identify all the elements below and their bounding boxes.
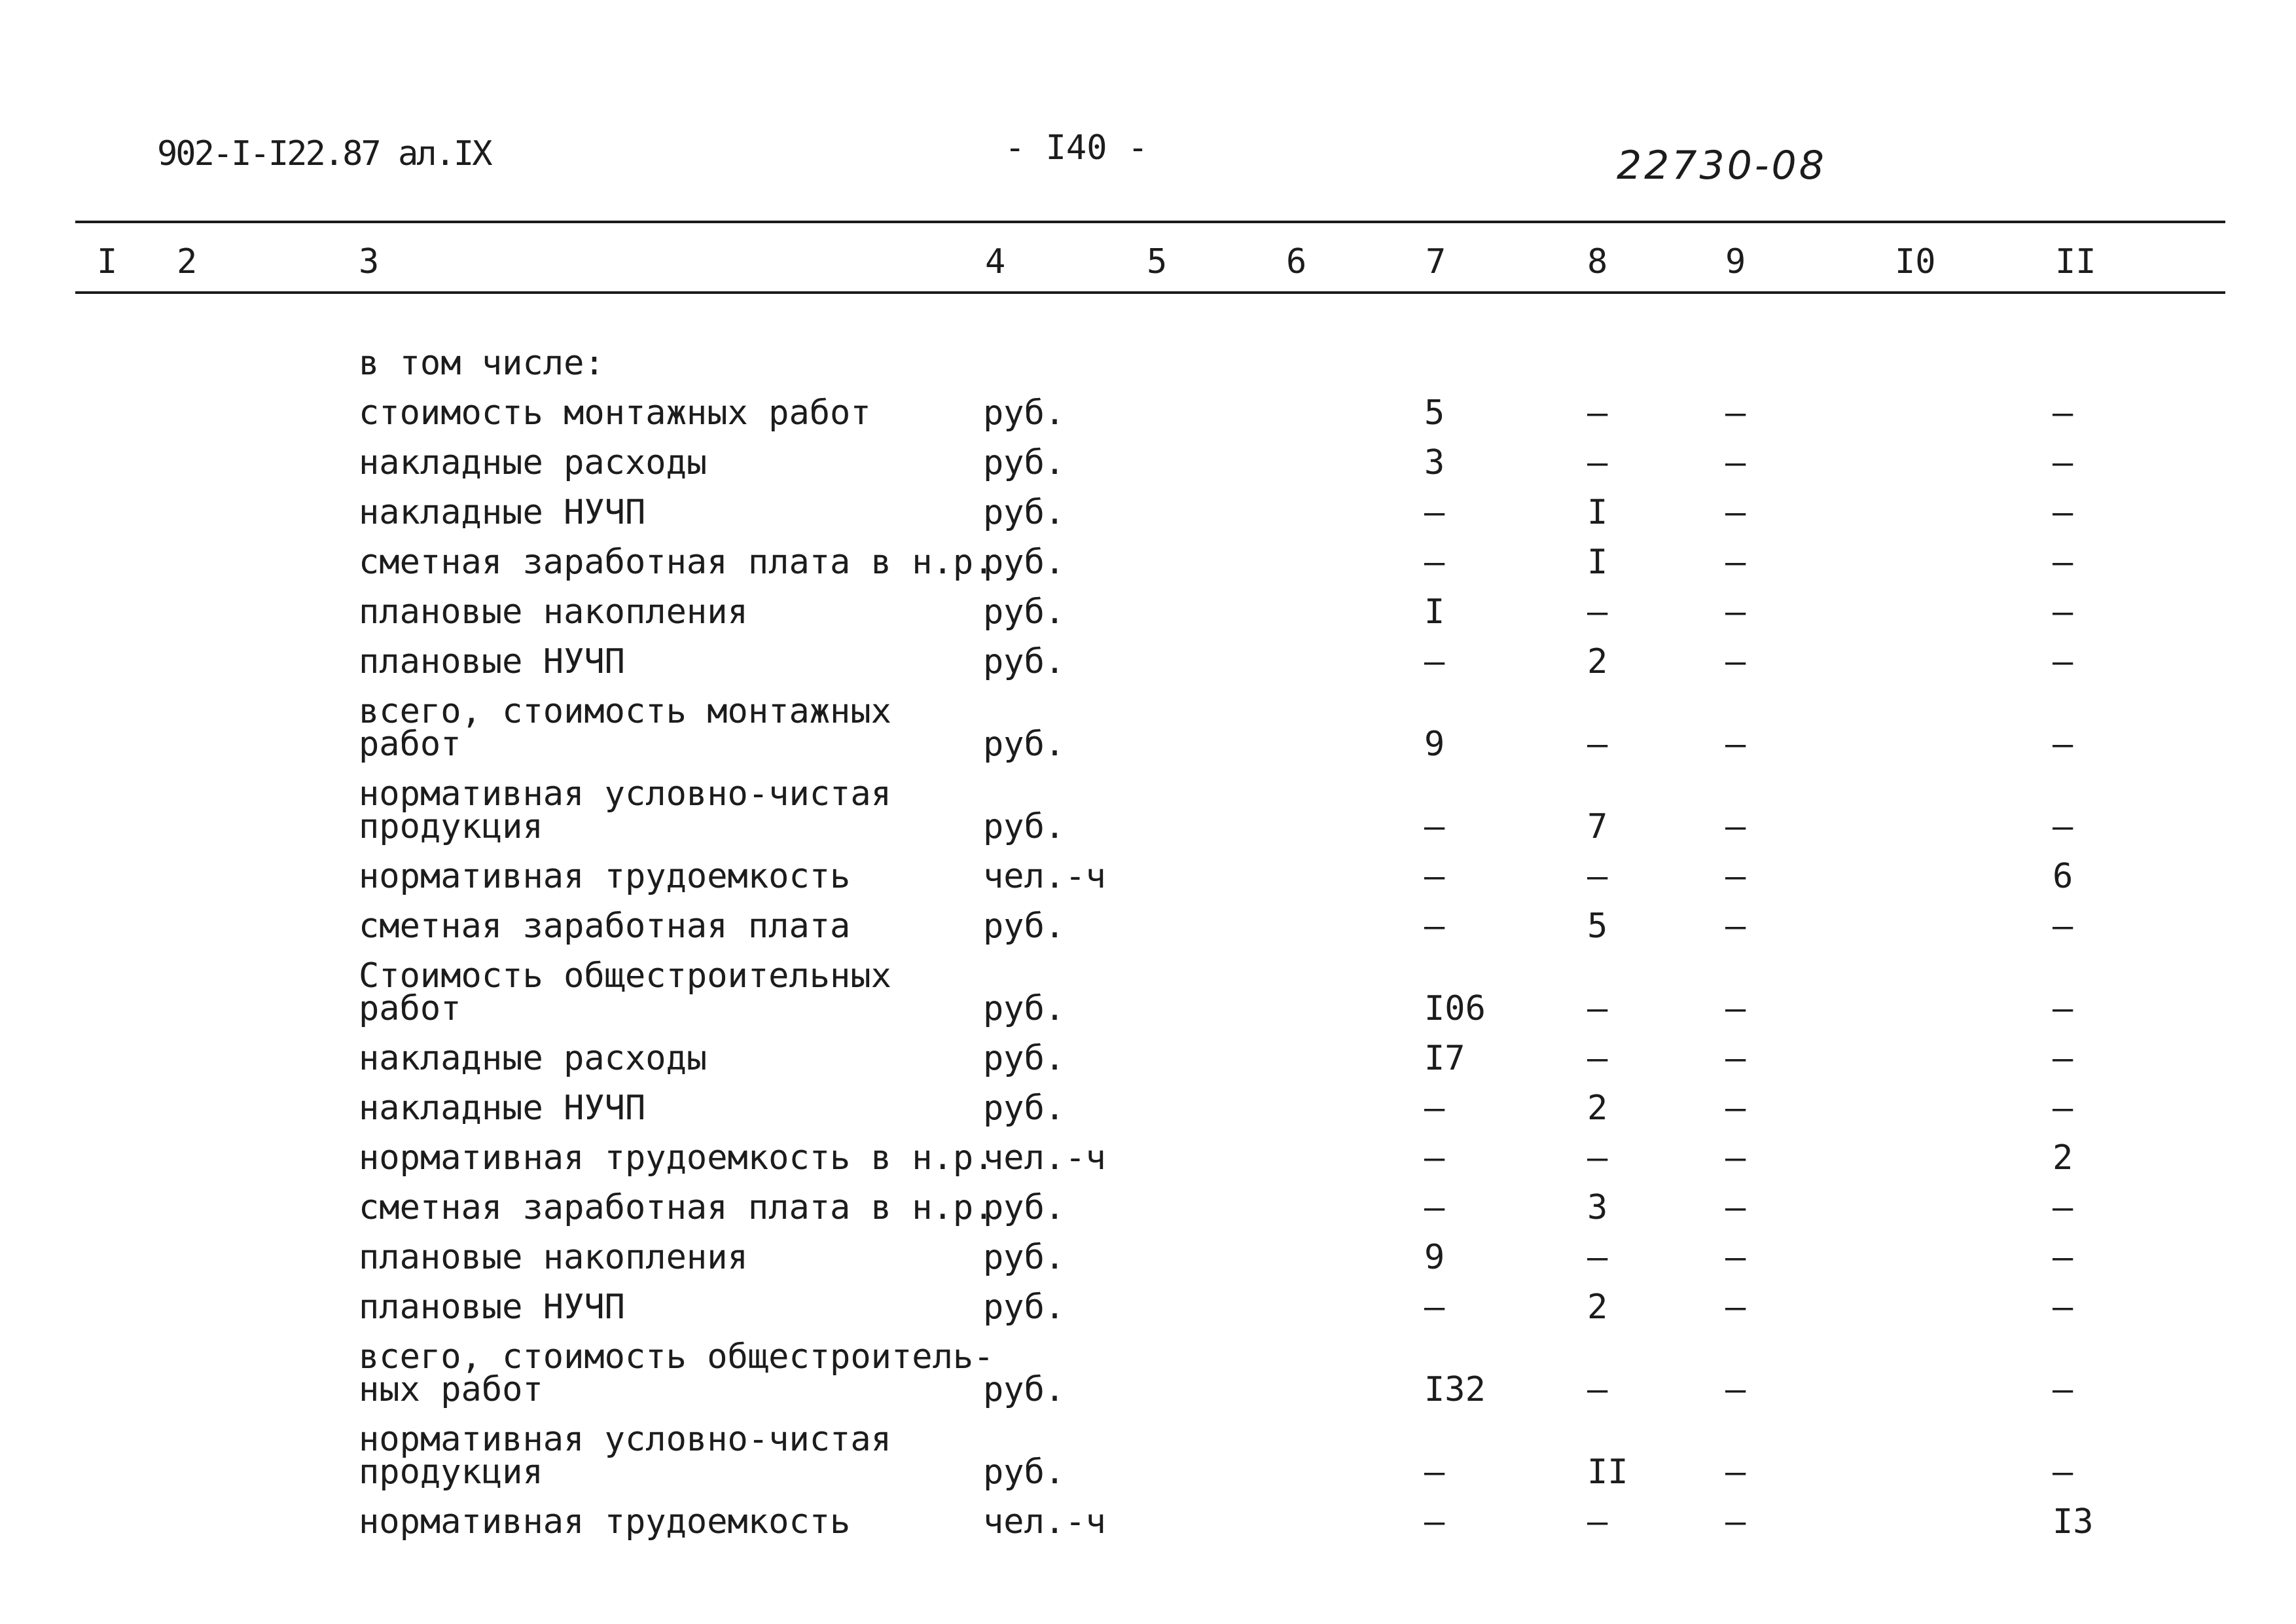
- row-col11-value: –: [2053, 1089, 2073, 1128]
- description-line: нормативная трудоемкость: [359, 1502, 851, 1542]
- row-col8-value: 2: [1587, 642, 1608, 681]
- reference-number: 22730-08: [1617, 143, 1827, 189]
- row-description: [359, 1188, 994, 1227]
- row-unit: руб.: [983, 1453, 1066, 1492]
- row-unit: руб.: [983, 907, 1066, 946]
- row-col9-value: –: [1725, 807, 1746, 846]
- row-unit: чел.-ч: [983, 857, 1106, 896]
- row-unit: руб.: [983, 1188, 1066, 1227]
- row-description: [359, 1288, 625, 1327]
- description-line: нормативная трудоемкость в н.р.: [359, 1138, 994, 1178]
- row-col9-value: –: [1725, 1502, 1746, 1542]
- row-description: [359, 592, 748, 632]
- row-description: [359, 956, 891, 1028]
- row-col7-value: –: [1424, 642, 1445, 681]
- row-col8-value: –: [1587, 1370, 1608, 1409]
- column-number-8: 8: [1587, 242, 1608, 281]
- row-col11-value: –: [2053, 807, 2073, 846]
- row-col8-value: –: [1587, 592, 1608, 632]
- description-line: плановые НУЧП: [359, 642, 625, 681]
- document-code: 902-I-I22.87 ал.IX: [157, 134, 491, 173]
- row-col8-value: –: [1587, 857, 1608, 896]
- row-col8-value: I: [1587, 543, 1608, 582]
- row-col7-value: –: [1424, 807, 1445, 846]
- description-line: накладные НУЧП: [359, 493, 646, 532]
- description-line: работ: [359, 725, 461, 764]
- description-line: сметная заработная плата в н.р.: [359, 1188, 994, 1227]
- row-description: [359, 642, 625, 681]
- description-line: накладные НУЧП: [359, 1089, 646, 1128]
- row-unit: чел.-ч: [983, 1138, 1106, 1178]
- row-col8-value: –: [1587, 725, 1608, 764]
- row-col9-value: –: [1725, 1188, 1746, 1227]
- row-col11-value: –: [2053, 989, 2073, 1028]
- row-unit: руб.: [983, 1370, 1066, 1409]
- column-number-1: I: [97, 242, 118, 281]
- row-col9-value: –: [1725, 592, 1746, 632]
- row-col7-value: 9: [1424, 725, 1445, 764]
- row-unit: руб.: [983, 989, 1066, 1028]
- row-col9-value: –: [1725, 1453, 1746, 1492]
- row-col11-value: 6: [2053, 857, 2073, 896]
- row-col7-value: I: [1424, 592, 1445, 632]
- row-col8-value: 2: [1587, 1288, 1608, 1327]
- row-col7-value: 5: [1424, 393, 1445, 433]
- row-unit: руб.: [983, 393, 1066, 433]
- row-col7-value: I7: [1424, 1039, 1465, 1078]
- description-line: накладные расходы: [359, 443, 708, 482]
- row-col9-value: –: [1725, 725, 1746, 764]
- row-description: [359, 1238, 748, 1277]
- row-col9-value: –: [1725, 907, 1746, 946]
- description-line: Стоимость общестроительных: [359, 956, 891, 996]
- row-col11-value: –: [2053, 725, 2073, 764]
- row-col7-value: –: [1424, 493, 1445, 532]
- column-number-6: 6: [1286, 242, 1307, 281]
- row-col11-value: –: [2053, 493, 2073, 532]
- row-col11-value: –: [2053, 1453, 2073, 1492]
- row-col9-value: –: [1725, 493, 1746, 532]
- row-description: [359, 1420, 891, 1492]
- row-col9-value: –: [1725, 989, 1746, 1028]
- column-number-5: 5: [1147, 242, 1168, 281]
- row-unit: руб.: [983, 592, 1066, 632]
- page-number: - I40 -: [1005, 128, 1149, 168]
- row-unit: руб.: [983, 725, 1066, 764]
- row-col11-value: –: [2053, 1370, 2073, 1409]
- row-col11-value: –: [2053, 393, 2073, 433]
- row-col8-value: –: [1587, 1502, 1608, 1542]
- row-col11-value: –: [2053, 907, 2073, 946]
- row-col9-value: –: [1725, 543, 1746, 582]
- description-line: продукция: [359, 807, 543, 846]
- description-line: плановые накопления: [359, 592, 748, 632]
- column-number-7: 7: [1426, 242, 1446, 281]
- row-col11-value: –: [2053, 1238, 2073, 1277]
- column-number-9: 9: [1725, 242, 1746, 281]
- row-col7-value: –: [1424, 1188, 1445, 1227]
- row-unit: руб.: [983, 1039, 1066, 1078]
- column-number-4: 4: [985, 242, 1006, 281]
- row-col9-value: –: [1725, 642, 1746, 681]
- row-col8-value: –: [1587, 443, 1608, 482]
- row-description: [359, 692, 891, 764]
- row-col11-value: –: [2053, 443, 2073, 482]
- row-col8-value: –: [1587, 1138, 1608, 1178]
- row-col11-value: 2: [2053, 1138, 2073, 1178]
- description-line: сметная заработная плата в н.р.: [359, 543, 994, 582]
- row-col9-value: –: [1725, 443, 1746, 482]
- row-col8-value: –: [1587, 1039, 1608, 1078]
- row-col7-value: 9: [1424, 1238, 1445, 1277]
- description-line: всего, стоимость монтажных: [359, 692, 891, 731]
- row-description: [359, 1502, 851, 1542]
- row-col9-value: –: [1725, 393, 1746, 433]
- description-line: плановые НУЧП: [359, 1288, 625, 1327]
- description-line: нормативная условно-чистая: [359, 1420, 891, 1459]
- row-description: [359, 393, 871, 433]
- column-number-11: II: [2055, 242, 2096, 281]
- row-col9-value: –: [1725, 1089, 1746, 1128]
- row-unit: руб.: [983, 642, 1066, 681]
- row-unit: чел.-ч: [983, 1502, 1106, 1542]
- row-col7-value: –: [1424, 907, 1445, 946]
- column-number-10: I0: [1895, 242, 1936, 281]
- row-col8-value: 5: [1587, 907, 1608, 946]
- description-line: нормативная условно-чистая: [359, 774, 891, 814]
- row-description: [359, 493, 646, 532]
- row-col8-value: 2: [1587, 1089, 1608, 1128]
- row-description: [359, 1337, 994, 1409]
- row-col11-value: –: [2053, 1039, 2073, 1078]
- row-col7-value: –: [1424, 543, 1445, 582]
- description-line: работ: [359, 989, 461, 1028]
- row-col7-value: 3: [1424, 443, 1445, 482]
- row-col8-value: –: [1587, 989, 1608, 1028]
- description-line: плановые накопления: [359, 1238, 748, 1277]
- row-col11-value: –: [2053, 1188, 2073, 1227]
- row-col9-value: –: [1725, 1288, 1746, 1327]
- row-unit: руб.: [983, 443, 1066, 482]
- row-description: [359, 774, 891, 846]
- row-description: [359, 443, 708, 482]
- row-col9-value: –: [1725, 1370, 1746, 1409]
- row-col11-value: –: [2053, 642, 2073, 681]
- row-col7-value: I06: [1424, 989, 1486, 1028]
- row-col8-value: II: [1587, 1453, 1628, 1492]
- row-description: [359, 543, 994, 582]
- row-unit: руб.: [983, 543, 1066, 582]
- row-unit: руб.: [983, 807, 1066, 846]
- row-description: [359, 344, 605, 383]
- row-col9-value: –: [1725, 1039, 1746, 1078]
- row-col7-value: –: [1424, 1138, 1445, 1178]
- description-line: ных работ: [359, 1370, 543, 1409]
- row-col7-value: I32: [1424, 1370, 1486, 1409]
- description-line: продукция: [359, 1453, 543, 1492]
- column-number-2: 2: [177, 242, 198, 281]
- row-col9-value: –: [1725, 1138, 1746, 1178]
- row-col8-value: –: [1587, 393, 1608, 433]
- description-line: в том числе:: [359, 344, 605, 383]
- row-col9-value: –: [1725, 857, 1746, 896]
- description-line: сметная заработная плата: [359, 907, 851, 946]
- row-col7-value: –: [1424, 1288, 1445, 1327]
- row-col11-value: –: [2053, 543, 2073, 582]
- row-unit: руб.: [983, 1089, 1066, 1128]
- description-line: нормативная трудоемкость: [359, 857, 851, 896]
- row-unit: руб.: [983, 493, 1066, 532]
- row-col9-value: –: [1725, 1238, 1746, 1277]
- row-col8-value: 3: [1587, 1188, 1608, 1227]
- description-line: всего, стоимость общестроитель-: [359, 1337, 994, 1377]
- description-line: накладные расходы: [359, 1039, 708, 1078]
- row-unit: руб.: [983, 1238, 1066, 1277]
- description-line: стоимость монтажных работ: [359, 393, 871, 433]
- row-description: [359, 1039, 708, 1078]
- row-description: [359, 857, 851, 896]
- row-col7-value: –: [1424, 1453, 1445, 1492]
- row-col11-value: –: [2053, 592, 2073, 632]
- row-col7-value: –: [1424, 857, 1445, 896]
- column-number-3: 3: [359, 242, 380, 281]
- row-col11-value: –: [2053, 1288, 2073, 1327]
- row-col8-value: I: [1587, 493, 1608, 532]
- row-description: [359, 1138, 994, 1178]
- row-col8-value: –: [1587, 1238, 1608, 1277]
- row-col8-value: 7: [1587, 807, 1608, 846]
- row-col7-value: –: [1424, 1089, 1445, 1128]
- row-col11-value: I3: [2053, 1502, 2094, 1542]
- row-col7-value: –: [1424, 1502, 1445, 1542]
- row-unit: руб.: [983, 1288, 1066, 1327]
- row-description: [359, 1089, 646, 1128]
- row-description: [359, 907, 851, 946]
